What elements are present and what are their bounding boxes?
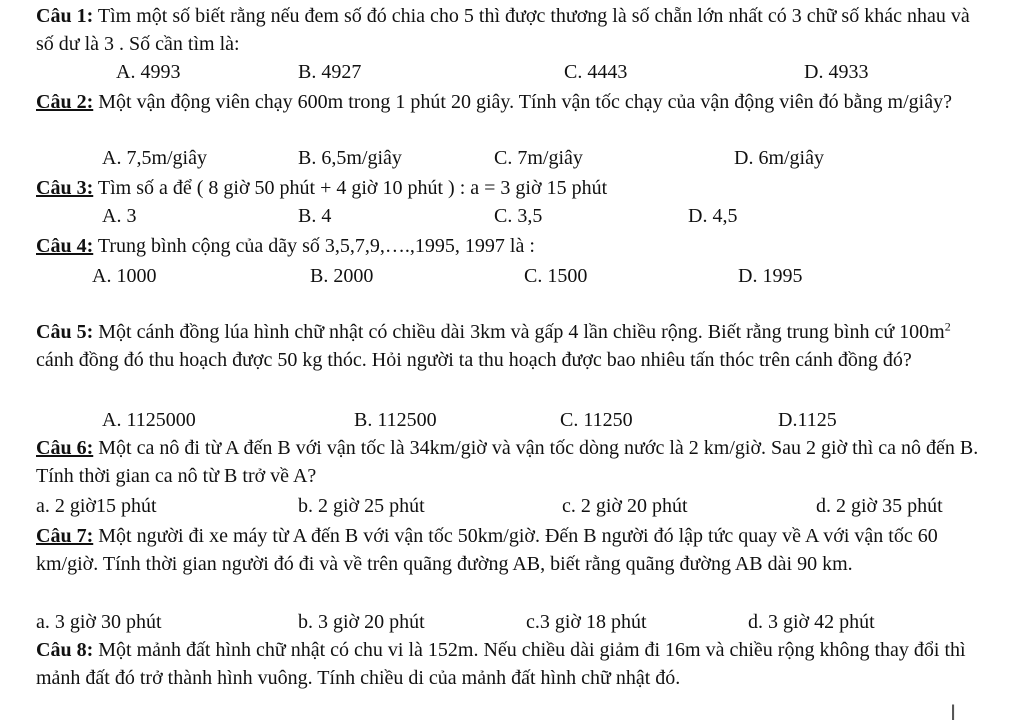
question-text: Một người đi xe máy từ A đến B với vận tốc 50km/giờ. Đến B người đó lập tức quay về A với vận tốc 60 km/giờ. Tính thời gian người đó đi và về trên quãng đường AB, biết rằng quãng đường AB dài 90 km. bbox=[36, 525, 938, 575]
option-c: c.3 giờ 18 phút bbox=[526, 611, 647, 633]
question-8 bbox=[36, 636, 986, 692]
question-number: Câu 6: bbox=[36, 437, 94, 459]
question-5-options bbox=[36, 406, 986, 434]
question-5 bbox=[36, 318, 986, 374]
question-number: Câu 1: bbox=[36, 5, 94, 27]
option-d: D. 1995 bbox=[738, 265, 803, 287]
question-3 bbox=[36, 174, 986, 202]
superscript: 2 bbox=[944, 319, 951, 334]
question-number: Câu 7: bbox=[36, 525, 94, 547]
question-7-options bbox=[36, 608, 986, 636]
option-b: B. 6,5m/giây bbox=[298, 147, 402, 169]
option-a: A. 3 bbox=[102, 205, 137, 227]
question-7 bbox=[36, 522, 986, 578]
question-number: Câu 2: bbox=[36, 91, 94, 113]
option-a: A. 7,5m/giây bbox=[102, 147, 207, 169]
option-c: C. 1500 bbox=[524, 265, 588, 287]
option-c: C. 4443 bbox=[564, 61, 628, 83]
option-b: B. 4 bbox=[298, 205, 332, 227]
question-text-part2: cánh đồng đó thu hoạch được 50 kg thóc. Hỏi người ta thu hoạch được bao nhiêu tấn thóc trên cánh đồng đó? bbox=[36, 349, 912, 371]
option-b: B. 4927 bbox=[298, 61, 362, 83]
option-a: a. 3 giờ 30 phút bbox=[36, 611, 162, 633]
question-4-options bbox=[36, 262, 986, 290]
question-number: Câu 4: bbox=[36, 235, 94, 257]
question-text-part1: Một cánh đồng lúa hình chữ nhật có chiều dài 3km và gấp 4 lần chiều rộng. Biết rằng trung bình cứ 100m bbox=[98, 321, 945, 343]
option-c: C. 7m/giây bbox=[494, 147, 583, 169]
question-text: Trung bình cộng của dãy số 3,5,7,9,….,1995, 1997 là : bbox=[97, 235, 535, 257]
option-d: D. 4,5 bbox=[688, 205, 738, 227]
option-c: C. 3,5 bbox=[494, 205, 543, 227]
question-4 bbox=[36, 232, 986, 260]
question-text: Tìm một số biết rằng nếu đem số đó chia cho 5 thì được thương là số chẵn lớn nhất có 3 chữ số khác nhau và số dư là 3 . Số cần tìm là: bbox=[36, 5, 970, 55]
option-d: d. 3 giờ 42 phút bbox=[748, 611, 875, 633]
question-1 bbox=[36, 2, 986, 58]
question-number: Câu 8: bbox=[36, 639, 94, 661]
option-b: b. 3 giờ 20 phút bbox=[298, 611, 425, 633]
option-a: A. 4993 bbox=[116, 61, 181, 83]
option-d: d. 2 giờ 35 phút bbox=[816, 495, 943, 517]
question-1-options bbox=[36, 58, 986, 86]
question-6-options bbox=[36, 492, 986, 520]
option-b: b. 2 giờ 25 phút bbox=[298, 495, 425, 517]
question-number: Câu 5: bbox=[36, 321, 94, 343]
option-d: D.1125 bbox=[778, 409, 837, 431]
option-d: D. 4933 bbox=[804, 61, 869, 83]
question-number: Câu 3: bbox=[36, 177, 94, 199]
question-3-options bbox=[36, 202, 986, 230]
option-c: c. 2 giờ 20 phút bbox=[562, 495, 688, 517]
question-text: Một mảnh đất hình chữ nhật có chu vi là 152m. Nếu chiều dài giảm đi 16m và chiều rộng không thay đổi thì mảnh đất đó trở thành hình vuông. Tính chiều di của mảnh đất hình chữ nhật đó. bbox=[36, 639, 966, 689]
option-a: A. 1125000 bbox=[102, 409, 196, 431]
question-6 bbox=[36, 434, 986, 490]
option-a: A. 1000 bbox=[92, 265, 157, 287]
text-cursor-icon: I bbox=[950, 700, 957, 725]
question-text: Một vận động viên chạy 600m trong 1 phút 20 giây. Tính vận tốc chạy của vận động viên đó bằng m/giây? bbox=[98, 91, 952, 113]
option-b: B. 2000 bbox=[310, 265, 374, 287]
option-d: D. 6m/giây bbox=[734, 147, 824, 169]
question-2 bbox=[36, 88, 986, 116]
option-b: B. 112500 bbox=[354, 409, 437, 431]
option-c: C. 11250 bbox=[560, 409, 633, 431]
question-text: Tìm số a để ( 8 giờ 50 phút + 4 giờ 10 phút ) : a = 3 giờ 15 phút bbox=[97, 177, 608, 199]
option-a: a. 2 giờ15 phút bbox=[36, 495, 157, 517]
question-2-options bbox=[36, 144, 986, 172]
question-text: Một ca nô đi từ A đến B với vận tốc là 34km/giờ và vận tốc dòng nước là 2 km/giờ. Sau 2 giờ thì ca nô đến B. Tính thời gian ca nô từ B trở về A? bbox=[36, 437, 979, 487]
